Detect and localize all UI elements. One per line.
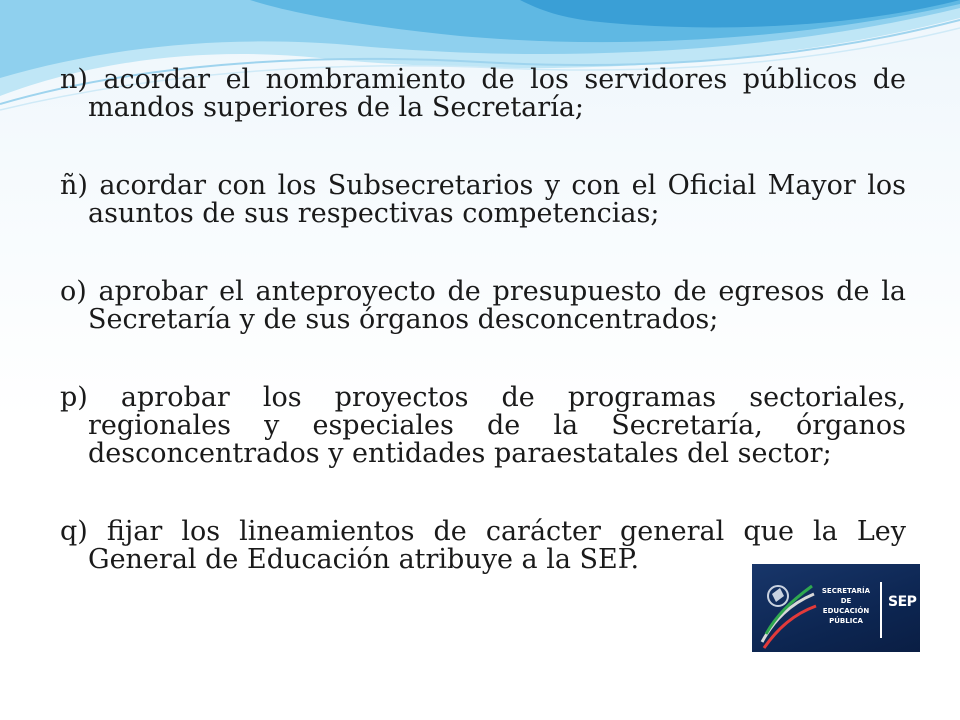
eagle-emblem-icon bbox=[756, 564, 818, 652]
list-item: o) aprobar el anteproyecto de presupuesto de egresos de la Secretaría y de sus órganos desconcentrados; bbox=[60, 276, 906, 335]
logo-divider bbox=[880, 582, 882, 638]
list-item: ñ) acordar con los Subsecretarios y con el Oficial Mayor los asuntos de sus respectivas competencias; bbox=[60, 170, 906, 229]
logo-abbr: SEP bbox=[888, 594, 917, 610]
criteria-list bbox=[60, 66, 906, 624]
list-item: n) acordar el nombramiento de los servidores públicos de mandos superiores de la Secretaría; bbox=[60, 64, 906, 123]
list-item: p) aprobar los proyectos de programas sectoriales, regionales y especiales de la Secretaría, órganos desconcentrados y entidades paraestatales del sector; bbox=[60, 382, 906, 469]
logo-caption: SECRETARÍA DE EDUCACIÓN PÚBLICA bbox=[821, 587, 871, 625]
list-item: q) fijar los lineamientos de carácter general que la Ley General de Educación atribuye a la SEP. bbox=[60, 516, 906, 575]
sep-logo bbox=[752, 564, 920, 652]
